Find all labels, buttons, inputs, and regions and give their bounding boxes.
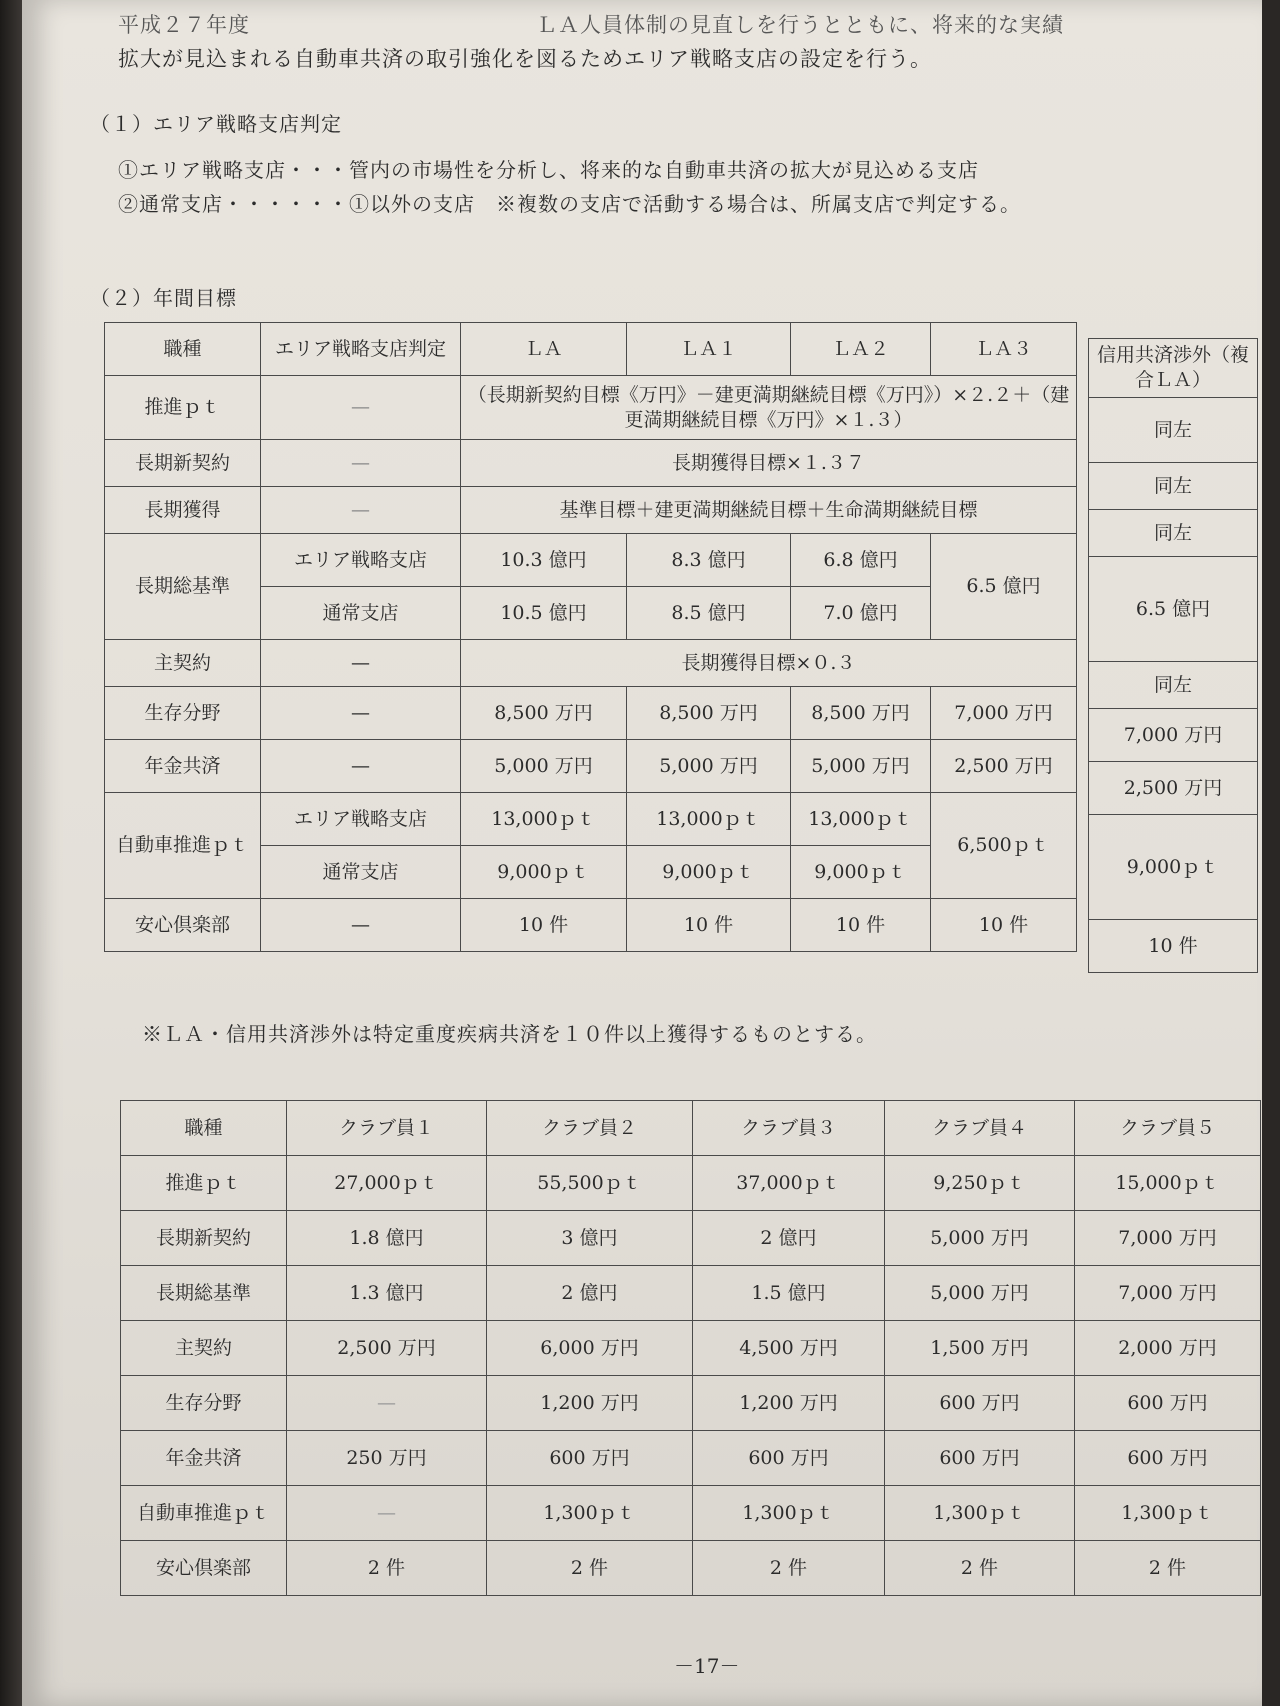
area-branch-label: エリア戦略支店: [261, 793, 461, 846]
value-cell: 10 件: [1089, 920, 1258, 973]
section1-title: （１）エリア戦略支店判定: [90, 112, 342, 136]
value-cell: 8.5 億円: [627, 587, 791, 640]
branch-cell: —: [261, 640, 461, 687]
row-label: 安心倶楽部: [121, 1541, 287, 1596]
header-la: ＬＡ: [461, 323, 627, 376]
row-label: 推進ｐｔ: [121, 1156, 287, 1211]
normal-branch-label: 通常支店: [261, 587, 461, 640]
value-cell: 3 億円: [487, 1211, 693, 1266]
value-cell: 2 件: [287, 1541, 487, 1596]
value-cell: 10.5 億円: [461, 587, 627, 640]
value-cell: 1,200 万円: [487, 1376, 693, 1431]
value-cell: 6,000 万円: [487, 1321, 693, 1376]
intro-line-1: 平成２７年度 ＬＡ人員体制の見直しを行うとともに、将来的な実績: [118, 13, 1064, 37]
formula-cell: （長期新契約目標《万円》－建更満期継続目標《万円》）×２.２＋（建更満期継続目標《万円》×１.３）: [461, 376, 1077, 440]
header-club1: クラブ員１: [287, 1101, 487, 1156]
value-cell: 600 万円: [693, 1431, 885, 1486]
club-member-table: [120, 1100, 1261, 1596]
value-cell: 13,000ｐｔ: [461, 793, 627, 846]
header-club5: クラブ員５: [1075, 1101, 1261, 1156]
document-page: [22, 0, 1262, 1706]
value-cell: 10 件: [627, 899, 791, 952]
value-cell: 7,000 万円: [1075, 1266, 1261, 1321]
credit-sales-table: [1088, 338, 1258, 973]
table-row: [121, 1486, 1261, 1541]
value-cell: 8.3 億円: [627, 534, 791, 587]
branch-cell: —: [261, 376, 461, 440]
value-cell: 7,000 万円: [1075, 1211, 1261, 1266]
branch-cell: —: [261, 440, 461, 487]
value-cell: 2,500 万円: [287, 1321, 487, 1376]
value-cell: 6.5 億円: [931, 534, 1077, 640]
section1-item2: ②通常支店・・・・・・①以外の支店 ※複数の支店で活動する場合は、所属支店で判定する。: [118, 192, 1021, 216]
value-cell: 6.5 億円: [1089, 557, 1258, 662]
value-cell: 600 万円: [1075, 1376, 1261, 1431]
header-credit-sales: 信用共済渉外（複合ＬＡ）: [1089, 339, 1258, 398]
value-cell: 6.8 億円: [791, 534, 931, 587]
book-binding: [0, 0, 22, 1706]
row-label: 生存分野: [105, 687, 261, 740]
table-row: [121, 1266, 1261, 1321]
row-label: 安心倶楽部: [105, 899, 261, 952]
value-cell: 1.5 億円: [693, 1266, 885, 1321]
value-cell: 9,250ｐｔ: [885, 1156, 1075, 1211]
table-row: [121, 1156, 1261, 1211]
value-cell: 10 件: [461, 899, 627, 952]
header-la3: ＬＡ３: [931, 323, 1077, 376]
area-branch-label: エリア戦略支店: [261, 534, 461, 587]
value-cell: 2 件: [885, 1541, 1075, 1596]
value-cell: 600 万円: [885, 1431, 1075, 1486]
value-cell: 9,000ｐｔ: [627, 846, 791, 899]
value-cell: 10 件: [931, 899, 1077, 952]
value-cell: 9,000ｐｔ: [461, 846, 627, 899]
value-cell: 9,000ｐｔ: [1089, 815, 1258, 920]
row-label: 長期新契約: [121, 1211, 287, 1266]
row-label: 長期総基準: [105, 534, 261, 640]
page-number: －17－: [674, 1654, 740, 1678]
intro-line-2: 拡大が見込まれる自動車共済の取引強化を図るためエリア戦略支店の設定を行う。: [118, 47, 932, 71]
row-label: 年金共済: [121, 1431, 287, 1486]
annual-target-table: [104, 322, 1077, 952]
value-cell: 2,000 万円: [1075, 1321, 1261, 1376]
value-cell: 6,500ｐｔ: [931, 793, 1077, 899]
formula-cell: 長期獲得目標×１.３７: [461, 440, 1077, 487]
table-row: [121, 1541, 1261, 1596]
branch-cell: —: [261, 899, 461, 952]
value-cell: 27,000ｐｔ: [287, 1156, 487, 1211]
value-cell: 8,500 万円: [791, 687, 931, 740]
normal-branch-label: 通常支店: [261, 846, 461, 899]
value-cell: 7,000 万円: [1089, 709, 1258, 762]
row-label: 年金共済: [105, 740, 261, 793]
table-row: [121, 1376, 1261, 1431]
value-cell: 1.3 億円: [287, 1266, 487, 1321]
row-label: 主契約: [121, 1321, 287, 1376]
value-cell: 10 件: [791, 899, 931, 952]
value-cell: 10.3 億円: [461, 534, 627, 587]
table-row: [121, 1431, 1261, 1486]
header-branch-judgment: エリア戦略支店判定: [261, 323, 461, 376]
value-cell: 1,300ｐｔ: [1075, 1486, 1261, 1541]
value-cell: 同左: [1089, 398, 1258, 463]
formula-cell: 長期獲得目標×０.３: [461, 640, 1077, 687]
value-cell: 5,000 万円: [461, 740, 627, 793]
value-cell: 同左: [1089, 662, 1258, 709]
row-label: 長期獲得: [105, 487, 261, 534]
value-cell: 13,000ｐｔ: [627, 793, 791, 846]
header-club2: クラブ員２: [487, 1101, 693, 1156]
intro-text: [118, 8, 1064, 76]
value-cell: 2 件: [487, 1541, 693, 1596]
header-job-type: 職種: [121, 1101, 287, 1156]
value-cell: 5,000 万円: [791, 740, 931, 793]
value-cell: 1,300ｐｔ: [487, 1486, 693, 1541]
value-cell: 5,000 万円: [627, 740, 791, 793]
header-club3: クラブ員３: [693, 1101, 885, 1156]
value-cell: 13,000ｐｔ: [791, 793, 931, 846]
table-row: [121, 1211, 1261, 1266]
value-cell: 同左: [1089, 510, 1258, 557]
value-cell: 2,500 万円: [1089, 762, 1258, 815]
value-cell: 37,000ｐｔ: [693, 1156, 885, 1211]
value-cell: 600 万円: [885, 1376, 1075, 1431]
row-label: 自動車推進ｐｔ: [105, 793, 261, 899]
row-label: 長期総基準: [121, 1266, 287, 1321]
value-cell: 8,500 万円: [627, 687, 791, 740]
header-job-type: 職種: [105, 323, 261, 376]
row-label: 生存分野: [121, 1376, 287, 1431]
value-cell: 2,500 万円: [931, 740, 1077, 793]
section2-title: （２）年間目標: [90, 286, 237, 310]
branch-cell: —: [261, 740, 461, 793]
value-cell: —: [287, 1376, 487, 1431]
branch-cell: —: [261, 487, 461, 534]
row-label: 自動車推進ｐｔ: [121, 1486, 287, 1541]
value-cell: 2 件: [1075, 1541, 1261, 1596]
value-cell: 7,000 万円: [931, 687, 1077, 740]
value-cell: 4,500 万円: [693, 1321, 885, 1376]
value-cell: 250 万円: [287, 1431, 487, 1486]
header-la2: ＬＡ２: [791, 323, 931, 376]
formula-cell: 基準目標＋建更満期継続目標＋生命満期継続目標: [461, 487, 1077, 534]
value-cell: 1,500 万円: [885, 1321, 1075, 1376]
value-cell: 同左: [1089, 463, 1258, 510]
header-club4: クラブ員４: [885, 1101, 1075, 1156]
value-cell: —: [287, 1486, 487, 1541]
row-label: 推進ｐｔ: [105, 376, 261, 440]
row-label: 主契約: [105, 640, 261, 687]
value-cell: 2 億円: [487, 1266, 693, 1321]
value-cell: 1,300ｐｔ: [885, 1486, 1075, 1541]
value-cell: 2 億円: [693, 1211, 885, 1266]
value-cell: 15,000ｐｔ: [1075, 1156, 1261, 1211]
row-label: 長期新契約: [105, 440, 261, 487]
section1-item1: ①エリア戦略支店・・・管内の市場性を分析し、将来的な自動車共済の拡大が見込める支店: [118, 158, 979, 182]
value-cell: 7.0 億円: [791, 587, 931, 640]
value-cell: 8,500 万円: [461, 687, 627, 740]
value-cell: 1.8 億円: [287, 1211, 487, 1266]
value-cell: 2 件: [693, 1541, 885, 1596]
branch-cell: —: [261, 687, 461, 740]
value-cell: 600 万円: [487, 1431, 693, 1486]
value-cell: 9,000ｐｔ: [791, 846, 931, 899]
table-row: [121, 1321, 1261, 1376]
value-cell: 5,000 万円: [885, 1266, 1075, 1321]
table-note: ※ＬＡ・信用共済渉外は特定重度疾病共済を１０件以上獲得するものとする。: [142, 1022, 877, 1046]
value-cell: 600 万円: [1075, 1431, 1261, 1486]
value-cell: 1,300ｐｔ: [693, 1486, 885, 1541]
value-cell: 5,000 万円: [885, 1211, 1075, 1266]
value-cell: 55,500ｐｔ: [487, 1156, 693, 1211]
value-cell: 1,200 万円: [693, 1376, 885, 1431]
header-la1: ＬＡ１: [627, 323, 791, 376]
